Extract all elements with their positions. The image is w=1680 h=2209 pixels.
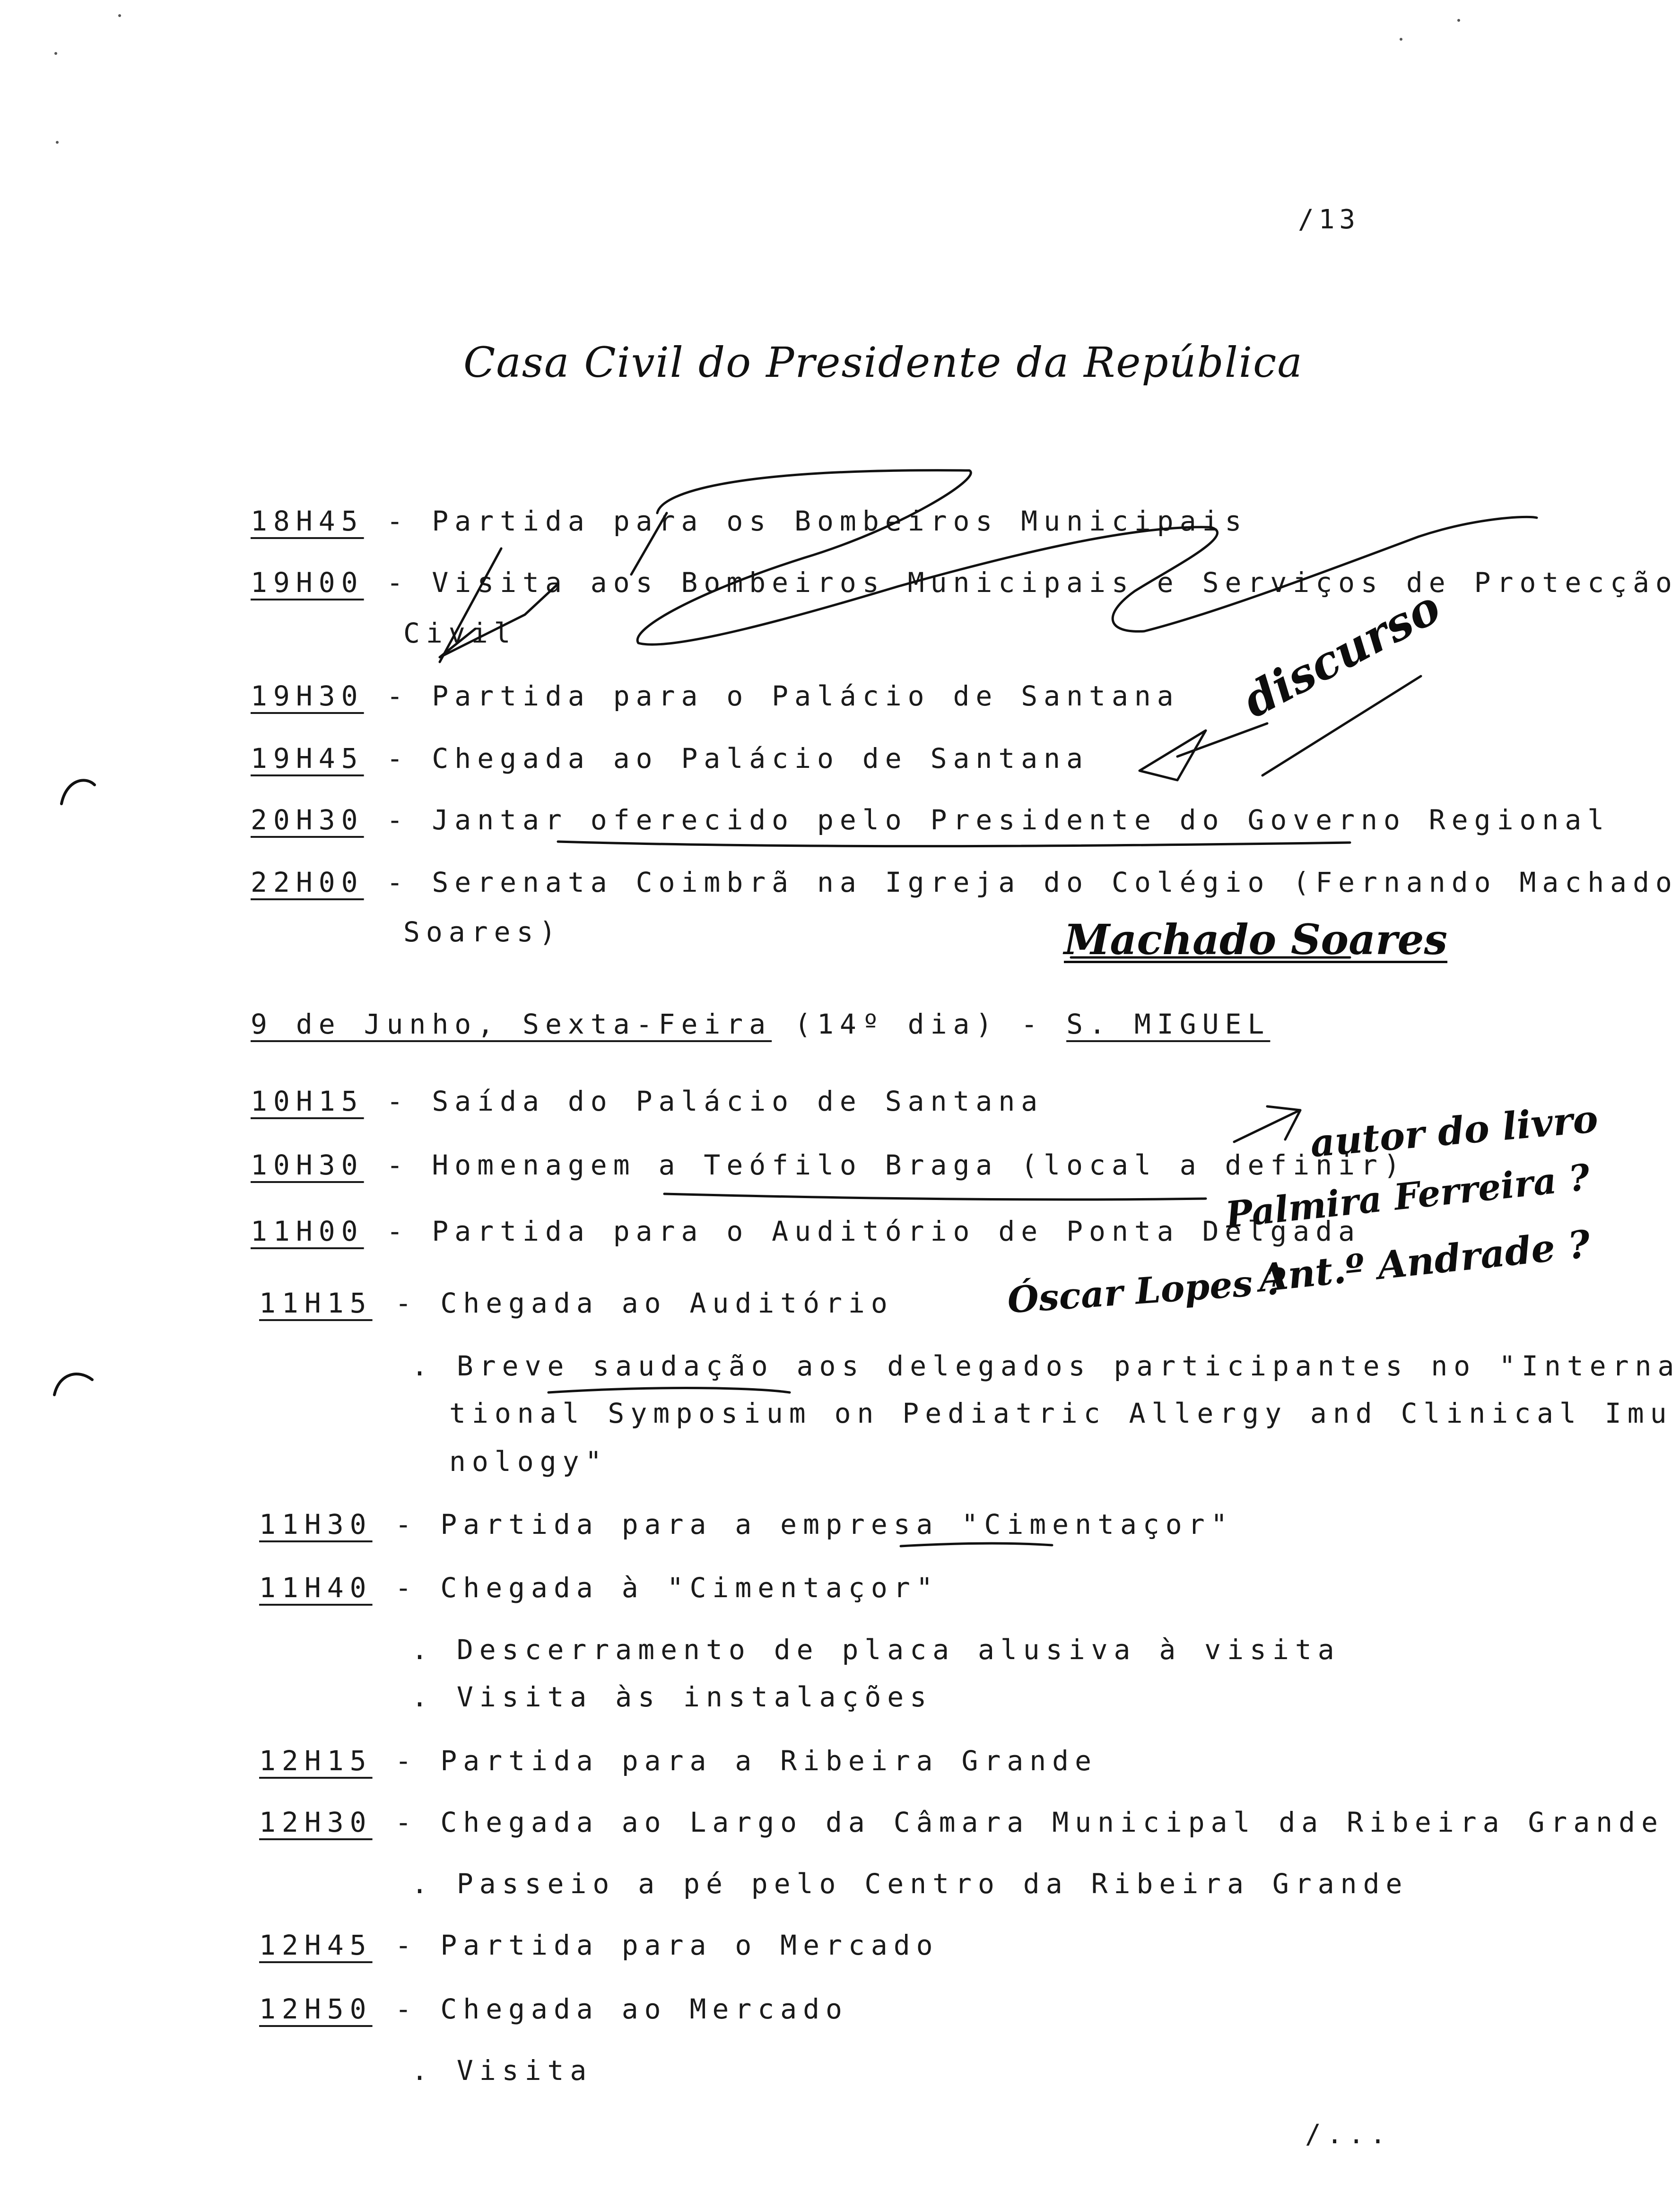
underline-stroke [901,1543,1052,1546]
row-time: 11H00 [251,1215,364,1247]
row-time: 11H15 [259,1287,373,1319]
bullet-item: . Visita às instalações [411,1681,933,1713]
bullet-continuation: nology" [449,1445,608,1478]
bullet-item: . Visita [411,2054,593,2087]
row-text: Chegada ao Palácio de Santana [432,742,1089,774]
arrow-shaft [1234,1111,1298,1142]
arrow-shaft [1177,723,1267,757]
schedule-row: 19H00 - Visita aos Bombeiros Municipais e Serviços de Protecção [251,566,1678,599]
arrow-head [1140,731,1206,780]
row-text: Visita aos Bombeiros Municipais e Serviços de Protecção [432,566,1678,599]
arrow-head [1267,1106,1300,1139]
punch-hole-arc [54,1374,92,1395]
row-time: 19H45 [251,742,364,774]
bullet-item: . Descerramento de placa alusiva à visita [411,1634,1341,1666]
schedule-row: 10H30 - Homenagem a Teófilo Braga (local a definir) [251,1149,1406,1181]
day-heading [251,1008,1270,1040]
row-time: 11H30 [259,1508,373,1540]
row-text: Serenata Coimbrã na Igreja do Colégio (Fernando Machado [432,866,1678,898]
row-text: Chegada à "Cimentaçor" [440,1572,939,1604]
row-time: 19H30 [251,680,364,712]
row-text: Chegada ao Mercado [440,1993,848,2025]
row-text: Partida para a Ribeira Grande [440,1745,1098,1777]
underline-stroke [664,1194,1206,1200]
row-text: Partida para o Mercado [440,1929,939,1961]
row-time: 12H45 [259,1929,373,1961]
handwritten-antonio-andrade: Ant.º Andrade ? [1256,1221,1593,1301]
row-continuation: Soares) [403,916,562,948]
schedule-row: 11H15 - Chegada ao Auditório [259,1287,894,1319]
row-time: 10H30 [251,1149,364,1181]
bullet-item: . Breve saudação aos delegados participantes no "Interna [411,1350,1680,1382]
scan-speck [1400,38,1402,41]
scan-speck [1457,19,1460,22]
scan-speck [118,14,121,17]
schedule-row: 11H00 - Partida para o Auditório de Ponta Delgada [251,1215,1361,1247]
bullet-item: . Passeio a pé pelo Centro da Ribeira Grande [411,1868,1409,1900]
continuation-mark: /... [1305,2119,1392,2150]
row-continuation: Civil [403,617,517,649]
schedule-row: 22H00 - Serenata Coimbrã na Igreja do Colégio (Fernando Machado [251,866,1678,898]
underline-stroke [558,842,1350,846]
schedule-row: 19H30 - Partida para o Palácio de Santana [251,680,1180,712]
row-text: Partida para os Bombeiros Municipais [432,505,1248,537]
row-text: Jantar oferecido pelo Presidente do Governo Regional [432,804,1610,836]
handwritten-autor-do-livro: autor do livro [1308,1096,1600,1166]
row-text: Partida para a empresa "Cimentaçor" [440,1508,1234,1540]
day-place: S. MIGUEL [1066,1008,1271,1040]
schedule-row: 12H50 - Chegada ao Mercado [259,1993,848,2025]
page-number: /13 [1298,204,1360,235]
underline-stroke [548,1388,790,1392]
schedule-row: 12H15 - Partida para a Ribeira Grande [259,1745,1098,1777]
row-text: Partida para o Palácio de Santana [432,680,1180,712]
row-time: 12H50 [259,1993,373,2025]
row-time: 12H30 [259,1806,373,1838]
day-date: 9 de Junho, Sexta-Feira [251,1008,772,1040]
row-time: 12H15 [259,1745,373,1777]
day-number: (14º dia) - [794,1008,1044,1040]
punch-hole-arc [61,780,95,804]
schedule-row: 20H30 - Jantar oferecido pelo Presidente do Governo Regional [251,804,1610,836]
handwritten-discurso: discurso [1234,580,1449,728]
row-time: 10H15 [251,1085,364,1117]
schedule-row: 11H40 - Chegada à "Cimentaçor" [259,1572,939,1604]
row-text: Chegada ao Auditório [440,1287,894,1319]
schedule-row: 19H45 - Chegada ao Palácio de Santana [251,742,1089,774]
handwritten-machado-soares: Machado Soares [1064,915,1448,964]
row-time: 18H45 [251,505,364,537]
schedule-row: 10H15 - Saída do Palácio de Santana [251,1085,1044,1117]
handwritten-oscar-lopes: Óscar Lopes ? [1006,1260,1288,1322]
handwritten-palmira-ferreira: Palmira Ferreira ? [1223,1156,1592,1236]
row-time: 20H30 [251,804,364,836]
schedule-row: 12H30 - Chegada ao Largo da Câmara Municipal da Ribeira Grande [259,1806,1664,1838]
letterhead: Casa Civil do Presidente da República [463,338,1303,387]
schedule-row: 18H45 - Partida para os Bombeiros Municipais [251,505,1248,537]
row-time: 11H40 [259,1572,373,1604]
scan-speck [56,141,59,144]
row-text: Chegada ao Largo da Câmara Municipal da Ribeira Grande [440,1806,1664,1838]
scan-speck [54,52,57,55]
row-time: 22H00 [251,866,364,898]
row-time: 19H00 [251,566,364,599]
schedule-row: 11H30 - Partida para a empresa "Cimentaçor" [259,1508,1234,1540]
schedule-row: 12H45 - Partida para o Mercado [259,1929,939,1961]
row-text: Saída do Palácio de Santana [432,1085,1044,1117]
row-text: Partida para o Auditório de Ponta Delgada [432,1215,1361,1247]
bullet-continuation: tional Symposium on Pediatric Allergy and Clinical Imu [449,1397,1673,1429]
row-text: Homenagem a Teófilo Braga (local a definir) [432,1149,1406,1181]
